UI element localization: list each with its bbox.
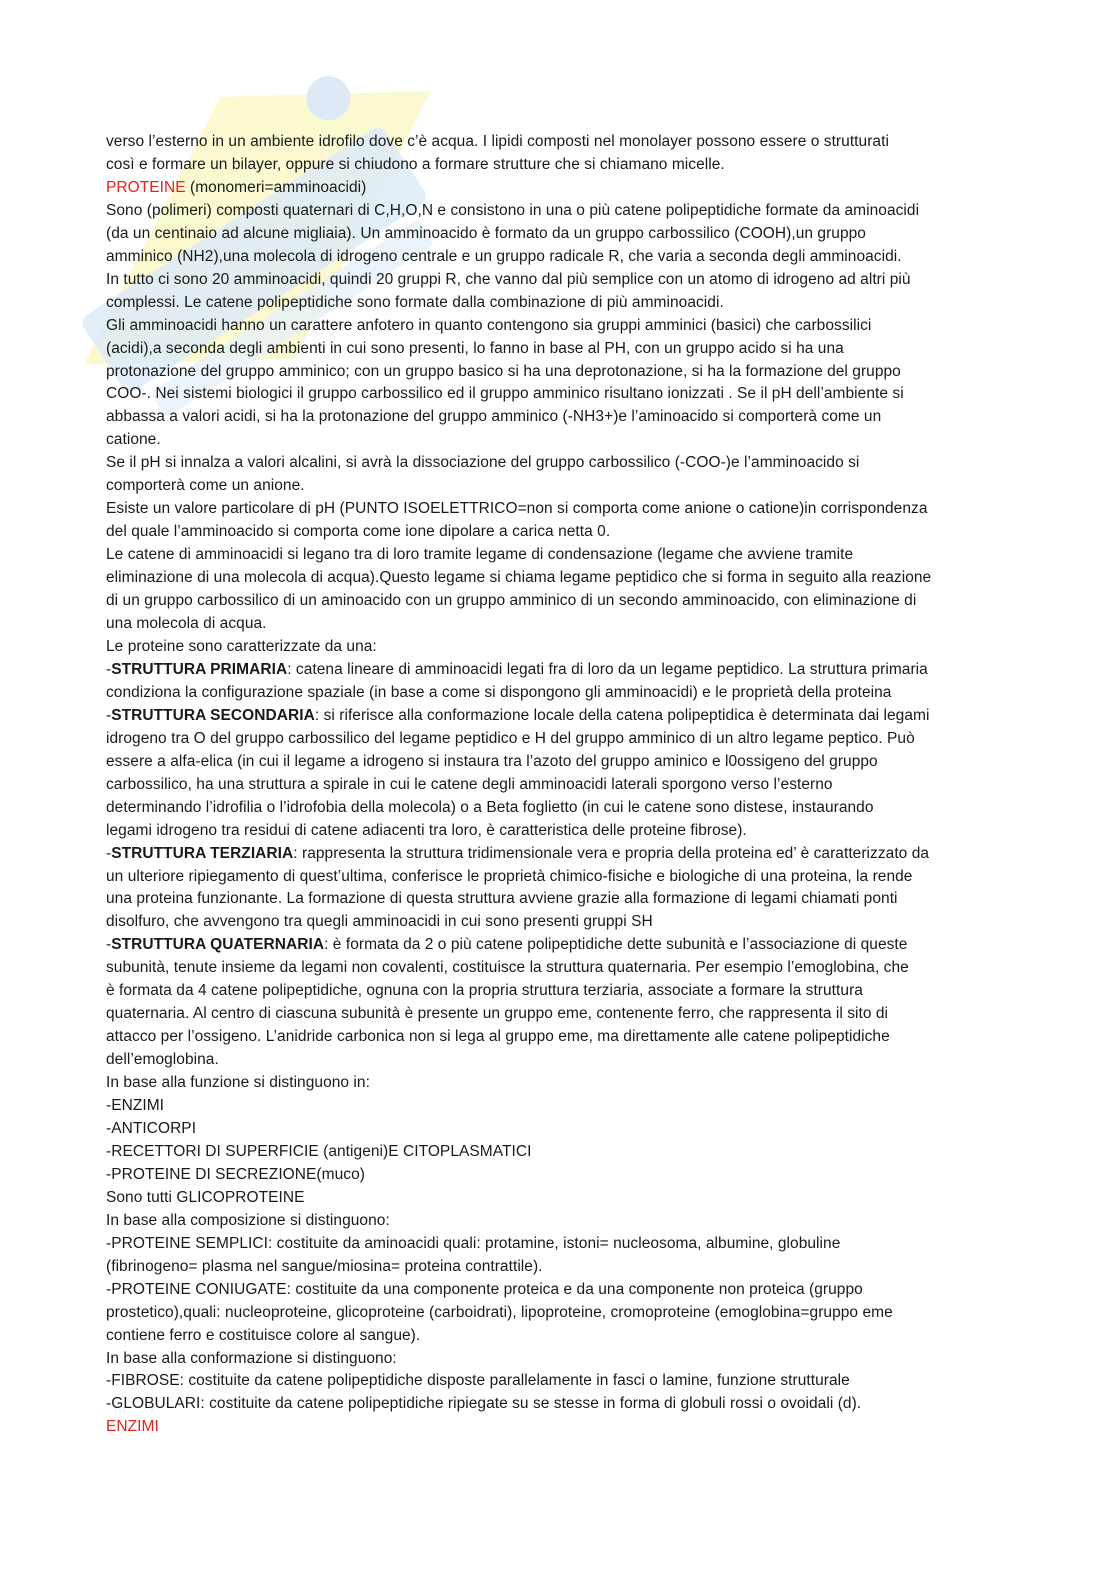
line-text: verso l’esterno in un ambiente idrofilo dove c’è acqua. I lipidi composti nel monolayer possono essere o strutturati xyxy=(106,133,889,150)
line-text: subunità, tenute insieme da legami non covalenti, costituisce la struttura quaternaria. Per esempio l’emoglobina, che xyxy=(106,959,909,977)
text-line xyxy=(106,1210,1016,1233)
text-line xyxy=(106,498,1016,521)
line-text: : rappresenta la struttura tridimensionale vera e propria della proteina ed’ è caratterizzato da xyxy=(293,844,930,862)
text-line xyxy=(106,590,1016,613)
text-line xyxy=(106,154,1016,177)
line-text: una proteina funzionante. La formazione di questa struttura avviene grazie alla formazione di legami chiamati ponti xyxy=(106,890,898,908)
text-line xyxy=(106,223,1016,246)
text-line xyxy=(106,246,1016,269)
text-line xyxy=(106,521,1016,544)
line-text: essere a alfa-elica (in cui il legame a idrogeno si instaura tra l’azoto del gruppo aminico e l0ossigeno del gruppo xyxy=(106,752,878,770)
line-text: Le proteine sono caratterizzate da una: xyxy=(106,637,377,655)
line-text: idrogeno tra O del gruppo carbossilico del legame peptidico e H del gruppo amminico di un altro legame peptico. Può xyxy=(106,729,915,747)
line-text: -ENZIMI xyxy=(106,1097,165,1115)
line-text: disolfuro, che avvengono tra quegli amminoacidi in cui sono presenti gruppi SH xyxy=(106,913,653,931)
line-text: di un gruppo carbossilico di un aminoacido con un gruppo amminico di un secondo amminoacido, con eliminazione di xyxy=(106,592,917,610)
line-text: amminico (NH2),una molecola di idrogeno centrale e un gruppo radicale R, che varia a seconda degli amminoacidi. xyxy=(106,247,902,265)
text-line xyxy=(106,820,1016,843)
text-line xyxy=(106,636,1016,659)
document-body xyxy=(106,131,1016,1439)
line-text: contiene ferro e costituisce colore al sangue). xyxy=(106,1326,421,1344)
line-text: è formata da 4 catene polipeptidiche, ognuna con la propria struttura terziaria, associate a formare la struttura xyxy=(106,982,863,1000)
line-text: dell’emoglobina. xyxy=(106,1051,219,1069)
structure-term: STRUTTURA TERZIARIA xyxy=(111,844,294,862)
line-text: condiziona la configurazione spaziale (in base a come si dispongono gli amminoacidi) e le proprietà della proteina xyxy=(106,683,892,701)
text-line xyxy=(106,1164,1016,1187)
text-line xyxy=(106,797,1016,820)
line-text: -GLOBULARI: costituite da catene polipeptidiche ripiegate su se stesse in forma di globuli rossi o ovoidali (d). xyxy=(106,1395,862,1413)
text-line xyxy=(106,843,1016,866)
text-line xyxy=(106,934,1016,957)
text-line xyxy=(106,131,1016,154)
line-text: In base alla funzione si distinguono in: xyxy=(106,1074,370,1092)
line-text: Sono (polimeri) composti quaternari di C,H,O,N e consistono in una o più catene polipeptidiche formate da aminoacidi xyxy=(106,201,920,219)
text-line xyxy=(106,1325,1016,1348)
line-text: protonazione del gruppo amminico; con un gruppo basico si ha una deprotonazione, si ha la formazione del gruppo xyxy=(106,362,901,380)
text-line xyxy=(106,200,1016,223)
line-text: carbossilico, ha una struttura a spirale in cui le catene degli amminoacidi laterali sporgono verso l’esterno xyxy=(106,775,833,793)
text-line xyxy=(106,177,1016,200)
structure-term: STRUTTURA PRIMARIA xyxy=(111,660,288,678)
text-line xyxy=(106,1416,1016,1439)
line-text: Esiste un valore particolare di pH (PUNTO ISOELETTRICO=non si comporta come anione o catione)in corrispondenza xyxy=(106,500,928,518)
text-line xyxy=(106,888,1016,911)
text-line xyxy=(106,1279,1016,1302)
line-text: determinando l’idrofilia o l’idrofobia della molecola) o a Beta foglietto (in cui le catene sono distese, instaurando xyxy=(106,798,874,816)
text-line xyxy=(106,751,1016,774)
line-text: Sono tutti GLICOPROTEINE xyxy=(106,1188,305,1206)
text-line xyxy=(106,613,1016,636)
line-text: abbassa a valori acidi, si ha la protonazione del gruppo amminico (-NH3+)e l’aminoacido si comporterà come un xyxy=(106,408,882,426)
line-text: Gli amminoacidi hanno un carattere anfotero in quanto contengono sia gruppi amminici (basici) che carbossilici xyxy=(106,316,872,334)
text-line xyxy=(106,1233,1016,1256)
line-text: -ANTICORPI xyxy=(106,1119,197,1137)
line-text: Se il pH si innalza a valori alcalini, si avrà la dissociazione del gruppo carbossilico (-COO-)e l’amminoacido si xyxy=(106,454,860,472)
text-line xyxy=(106,383,1016,406)
line-text: COO-. Nei sistemi biologici il gruppo carbossilico ed il gruppo amminico risultano ionizzati . Se il pH dell’ambiente si xyxy=(106,385,904,403)
text-line xyxy=(106,774,1016,797)
line-text: prostetico),quali: nucleoproteine, glicoproteine (carboidrati), lipoproteine, cromoproteine (emoglobina=gruppo eme xyxy=(106,1303,893,1321)
list-dash: - xyxy=(106,936,112,954)
line-text: così e formare un bilayer, oppure si chiudono a formare strutture che si chiamano micelle. xyxy=(106,155,725,173)
line-text: -RECETTORI DI SUPERFICIE (antigeni)E CITOPLASMATICI xyxy=(106,1142,532,1160)
line-text: una molecola di acqua. xyxy=(106,615,267,633)
line-text: In tutto ci sono 20 amminoacidi, quindi 20 gruppi R, che vanno dal più semplice con un atomo di idrogeno ad altri più xyxy=(106,270,911,288)
text-line xyxy=(106,1302,1016,1325)
text-line xyxy=(106,361,1016,384)
text-line xyxy=(106,659,1016,682)
text-line xyxy=(106,475,1016,498)
text-line xyxy=(106,866,1016,889)
text-line xyxy=(106,1256,1016,1279)
line-text: (fibrinogeno= plasma nel sangue/miosina= proteina contrattile). xyxy=(106,1257,543,1275)
line-text: Le catene di amminoacidi si legano tra di loro tramite legame di condensazione (legame che avviene tramite xyxy=(106,546,854,564)
line-text: : si riferisce alla conformazione locale della catena polipeptidica è determinata dai legami xyxy=(314,706,930,724)
section-heading: ENZIMI xyxy=(106,1418,159,1436)
text-line xyxy=(106,911,1016,934)
text-line xyxy=(106,1049,1016,1072)
line-text: del quale l’amminoacido si comporta come ione dipolare a carica netta 0. xyxy=(106,523,611,541)
line-text: : catena lineare di amminoacidi legati fra di loro da un legame peptidico. La struttura primaria xyxy=(287,660,928,678)
text-line xyxy=(106,682,1016,705)
line-text: legami idrogeno tra residui di catene adiacenti tra loro, è caratteristica delle proteine fibrose). xyxy=(106,821,747,839)
line-text: -PROTEINE DI SECREZIONE(muco) xyxy=(106,1165,365,1183)
line-text: In base alla conformazione si distinguono: xyxy=(106,1349,397,1367)
list-dash: - xyxy=(106,660,112,678)
text-line xyxy=(106,1026,1016,1049)
line-text: -PROTEINE SEMPLICI: costituite da aminoacidi quali: protamine, istoni= nucleosoma, albumine, globuline xyxy=(106,1234,841,1252)
text-line xyxy=(106,728,1016,751)
text-line xyxy=(106,567,1016,590)
text-line xyxy=(106,1370,1016,1393)
text-line xyxy=(106,315,1016,338)
text-line xyxy=(106,957,1016,980)
text-line xyxy=(106,292,1016,315)
text-line xyxy=(106,1141,1016,1164)
structure-term: STRUTTURA SECONDARIA xyxy=(111,706,315,724)
text-line xyxy=(106,544,1016,567)
text-line xyxy=(106,1348,1016,1371)
section-heading: PROTEINE xyxy=(106,178,186,196)
line-text: complessi. Le catene polipeptidiche sono formate dalla combinazione di più amminoacidi. xyxy=(106,293,724,311)
text-line xyxy=(106,1118,1016,1141)
line-text: un ulteriore ripiegamento di quest’ultima, conferisce le proprietà chimico-fisiche e biologiche di una proteina, la rende xyxy=(106,867,913,885)
line-text: -FIBROSE: costituite da catene polipeptidiche disposte parallelamente in fasci o lamine, funzione strutturale xyxy=(106,1372,850,1390)
list-dash: - xyxy=(106,706,112,724)
text-line xyxy=(106,429,1016,452)
line-text: comporterà come un anione. xyxy=(106,477,305,495)
text-line xyxy=(106,1095,1016,1118)
text-line xyxy=(106,705,1016,728)
text-line xyxy=(106,980,1016,1003)
text-line xyxy=(106,452,1016,475)
line-text: In base alla composizione si distinguono: xyxy=(106,1211,390,1229)
line-text: (da un centinaio ad alcune migliaia). Un amminoacido è formato da un gruppo carbossilico (COOH),un gruppo xyxy=(106,224,866,242)
text-line xyxy=(106,1003,1016,1026)
text-line xyxy=(106,269,1016,292)
line-text: : è formata da 2 o più catene polipeptidiche dette subunità e l’associazione di queste xyxy=(324,936,908,954)
line-text: eliminazione di una molecola di acqua).Questo legame si chiama legame peptidico che si forma in seguito alla reazione xyxy=(106,569,932,587)
line-text: catione. xyxy=(106,431,161,449)
line-text: quaternaria. Al centro di ciascuna subunità è presente un gruppo eme, contenente ferro, che rappresenta il sito di xyxy=(106,1005,889,1023)
text-line xyxy=(106,406,1016,429)
text-line xyxy=(106,1393,1016,1416)
list-dash: - xyxy=(106,844,112,862)
text-line xyxy=(106,338,1016,361)
structure-term: STRUTTURA QUATERNARIA xyxy=(111,936,325,954)
line-text: (acidi),a seconda degli ambienti in cui sono presenti, lo fanno in base al PH, con un gruppo acido si ha una xyxy=(106,339,844,357)
line-text: -PROTEINE CONIUGATE: costituite da una componente proteica e da una componente non proteica (gruppo xyxy=(106,1280,863,1298)
text-line xyxy=(106,1187,1016,1210)
text-line xyxy=(106,1072,1016,1095)
line-text: (monomeri=amminoacidi) xyxy=(185,178,367,196)
line-text: attacco per l’ossigeno. L’anidride carbonica non si lega al gruppo eme, ma direttamente alle catene polipeptidiche xyxy=(106,1028,890,1046)
